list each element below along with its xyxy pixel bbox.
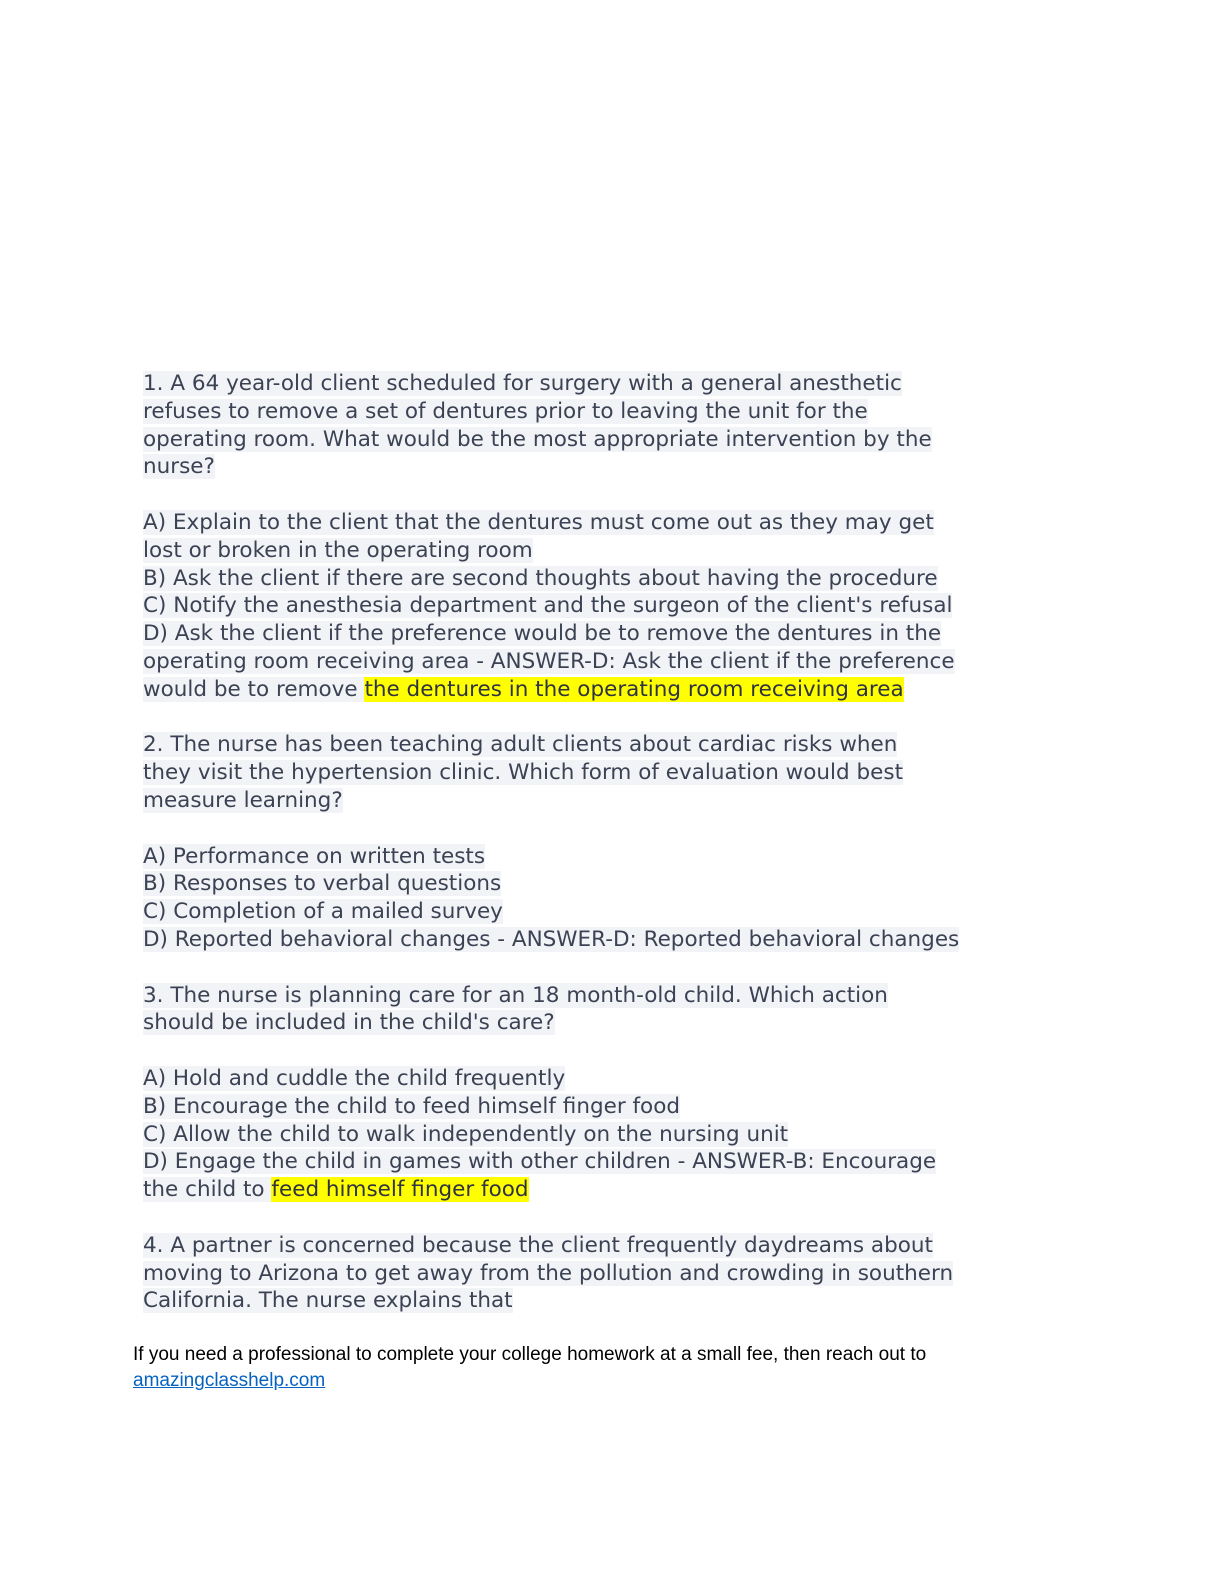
option-line: C) Completion of a mailed survey bbox=[143, 899, 503, 925]
option-line: B) Encourage the child to feed himself finger food bbox=[143, 1093, 681, 1119]
option-line: D) Engage the child in games with other children - ANSWER-B: Encourage bbox=[143, 1149, 937, 1175]
option-line: C) Notify the anesthesia department and the surgeon of the client's refusal bbox=[143, 593, 953, 619]
option-line: A) Hold and cuddle the child frequently bbox=[143, 1065, 566, 1091]
answer-highlight: the dentures in the operating room receiving area bbox=[364, 676, 904, 702]
option-line: A) Performance on written tests bbox=[143, 843, 486, 869]
question-2 bbox=[143, 731, 1043, 953]
option-line: D) Ask the client if the preference would be to remove the dentures in the bbox=[143, 621, 942, 647]
question-stem-line: refuses to remove a set of dentures prior to leaving the unit for the bbox=[143, 398, 868, 424]
answer-line: the child to feed himself finger food bbox=[143, 1177, 529, 1203]
question-stem-line: California. The nurse explains that bbox=[143, 1288, 513, 1314]
question-stem-line: 2. The nurse has been teaching adult clients about cardiac risks when bbox=[143, 732, 898, 758]
question-stem-line: 3. The nurse is planning care for an 18 month-old child. Which action bbox=[143, 982, 888, 1008]
question-document bbox=[143, 370, 1043, 1315]
question-stem-line: measure learning? bbox=[143, 787, 343, 813]
option-line: D) Reported behavioral changes - ANSWER-D: Reported behavioral changes bbox=[143, 926, 960, 952]
option-line: lost or broken in the operating room bbox=[143, 537, 533, 563]
footer-link[interactable]: amazingclasshelp.com bbox=[133, 1370, 326, 1391]
question-1 bbox=[143, 370, 1043, 704]
question-stem-line: nurse? bbox=[143, 454, 215, 480]
question-stem-line: 1. A 64 year-old client scheduled for surgery with a general anesthetic bbox=[143, 371, 902, 396]
option-line: operating room receiving area - ANSWER-D: Ask the client if the preference bbox=[143, 648, 955, 674]
answer-line: would be to remove the dentures in the operating room receiving area bbox=[143, 676, 904, 702]
question-stem-line: they visit the hypertension clinic. Which form of evaluation would best bbox=[143, 760, 903, 786]
footer-text: If you need a professional to complete your college homework at a small fee, then reach out to bbox=[133, 1344, 927, 1365]
footer-note bbox=[133, 1342, 1073, 1394]
option-line: B) Ask the client if there are second thoughts about having the procedure bbox=[143, 565, 938, 591]
question-stem-line: moving to Arizona to get away from the pollution and crowding in southern bbox=[143, 1260, 954, 1286]
option-line: C) Allow the child to walk independently on the nursing unit bbox=[143, 1121, 789, 1147]
option-line: A) Explain to the client that the dentures must come out as they may get bbox=[143, 509, 934, 535]
answer-highlight: feed himself finger food bbox=[271, 1177, 529, 1203]
question-stem-line: should be included in the child's care? bbox=[143, 1010, 555, 1036]
question-stem-line: operating room. What would be the most appropriate intervention by the bbox=[143, 426, 932, 452]
question-stem-line: 4. A partner is concerned because the client frequently daydreams about bbox=[143, 1232, 933, 1258]
option-line: B) Responses to verbal questions bbox=[143, 871, 502, 897]
question-3 bbox=[143, 982, 1043, 1204]
question-4 bbox=[143, 1232, 1043, 1315]
